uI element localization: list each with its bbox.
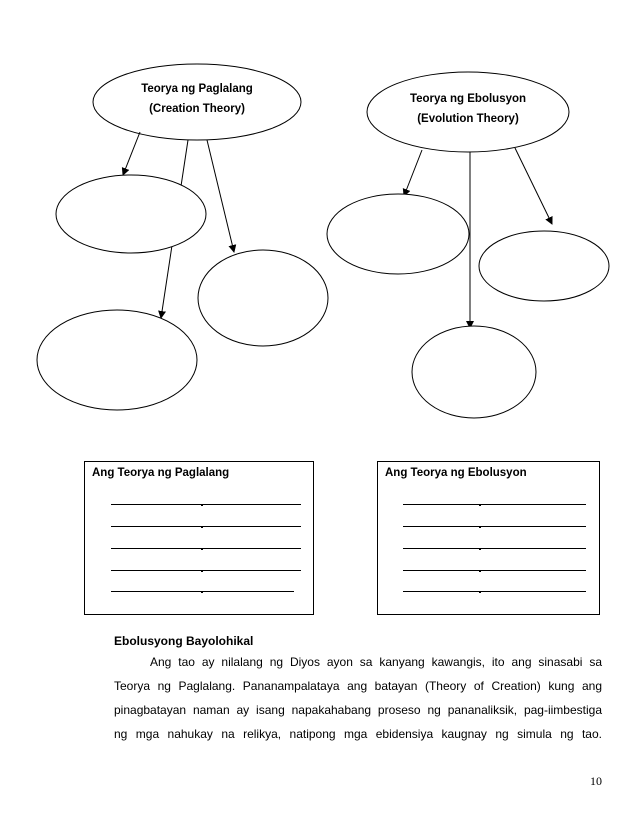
answer-line[interactable] <box>403 570 586 571</box>
answer-line[interactable] <box>111 570 301 571</box>
evolution-theory-subtitle: (Evolution Theory) <box>417 113 519 125</box>
creation-theory-subtitle: (Creation Theory) <box>149 103 245 115</box>
paragraph-line: Teorya ng Paglalang. Pananampalataya ang batayan (Theory of Creation) kung ang <box>114 679 602 693</box>
evolution-blank-oval-3 <box>412 326 536 418</box>
paragraph-line: ng mga nahukay na relikya, natipong mga ebidensiya kaugnay ng simula ng tao. <box>114 727 602 741</box>
evolution-blank-oval-1 <box>327 194 469 274</box>
paragraph-line: pinagbatayan naman ay isang napakahabang proseso ng pananaliksik, pag-iimbestiga <box>114 703 602 717</box>
evolution-blank-oval-2 <box>479 231 609 301</box>
page-number: 10 <box>590 774 602 788</box>
evolution-arrow-1 <box>404 150 422 196</box>
evolution-answer-box <box>377 461 600 615</box>
creation-blank-oval-2 <box>198 250 328 346</box>
answer-line[interactable] <box>111 591 294 592</box>
evolution-box-title: Ang Teorya ng Ebolusyon <box>385 467 527 479</box>
creation-theory-oval <box>93 64 301 140</box>
body-paragraph <box>114 650 602 746</box>
creation-arrow-1 <box>123 132 140 175</box>
evolution-arrow-3 <box>515 148 552 224</box>
creation-answer-box <box>84 461 314 615</box>
answer-line[interactable] <box>111 526 301 527</box>
answer-line[interactable] <box>403 591 586 592</box>
creation-theory-title: Teorya ng Paglalang <box>141 83 253 95</box>
evolution-theory-title: Teorya ng Ebolusyon <box>409 93 527 105</box>
answer-line[interactable] <box>403 504 586 505</box>
creation-blank-oval-1 <box>56 175 206 253</box>
creation-box-title: Ang Teorya ng Paglalang <box>92 467 230 479</box>
answer-line[interactable] <box>403 526 586 527</box>
answer-line[interactable] <box>403 548 586 549</box>
creation-arrow-3 <box>207 140 234 252</box>
evolution-theory-oval <box>367 72 569 152</box>
creation-blank-oval-3 <box>37 310 197 410</box>
answer-line[interactable] <box>111 548 301 549</box>
section-heading: Ebolusyong Bayolohikal <box>114 634 254 648</box>
paragraph-line: Ang tao ay nilalang ng Diyos ayon sa kanyang kawangis, ito ang sinasabi sa <box>150 655 602 669</box>
answer-line[interactable] <box>111 504 301 505</box>
